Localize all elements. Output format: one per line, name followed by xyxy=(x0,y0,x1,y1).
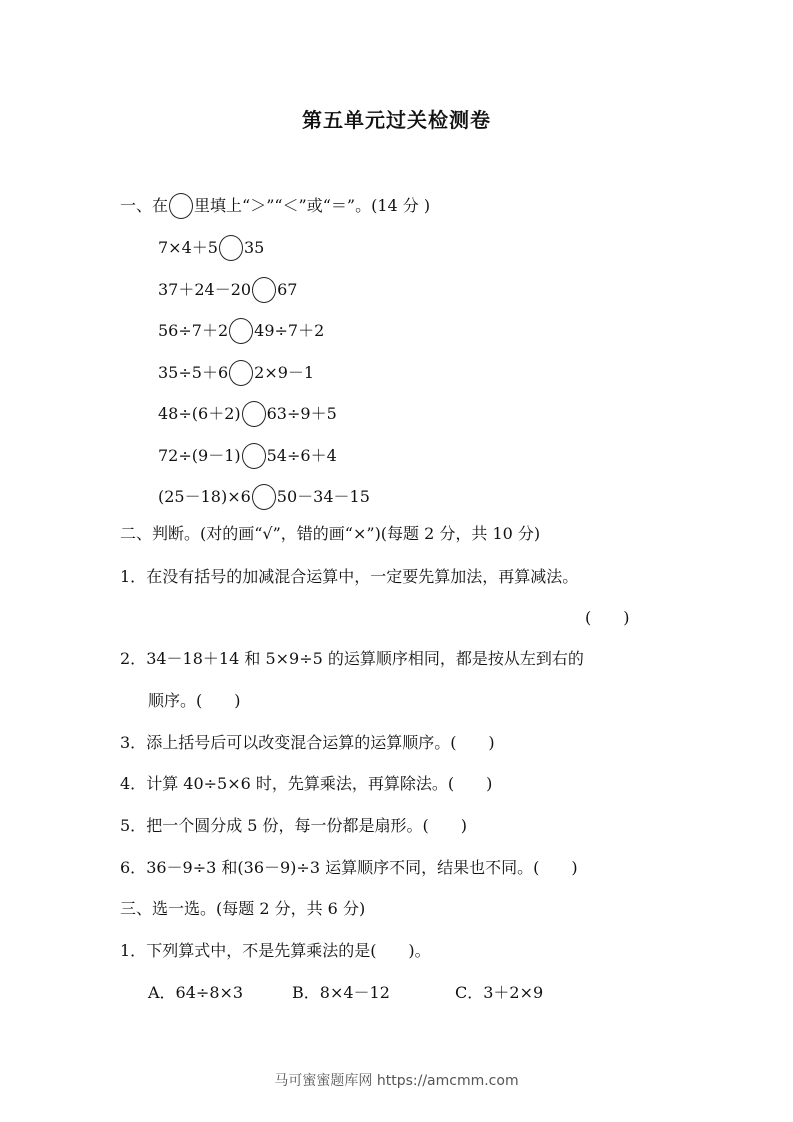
comparison-left: 7×4＋5 xyxy=(158,238,218,257)
answer-circle-icon xyxy=(169,193,193,219)
answer-circle[interactable] xyxy=(252,277,276,303)
answer-circle[interactable] xyxy=(242,443,266,469)
page-title: 第五单元过关检测卷 xyxy=(302,108,491,132)
section1-header-post: 里填上“＞”“＜”或“＝”。(14 分 ) xyxy=(194,196,431,215)
judge-question-2 xyxy=(120,648,584,670)
comparison-right: 50－34－15 xyxy=(276,487,370,506)
comparison-left: 37＋24－20 xyxy=(158,280,252,299)
comparison-item xyxy=(158,360,314,386)
question-text: 下列算式中，不是先算乘法的是( )。 xyxy=(146,941,431,960)
answer-circle[interactable] xyxy=(219,235,243,261)
answer-circle[interactable] xyxy=(242,401,266,427)
answer-circle[interactable] xyxy=(252,484,276,510)
section1-header-pre: 一、在 xyxy=(120,196,169,215)
comparison-left: 72÷(9－1) xyxy=(158,446,241,465)
comparison-right: 49÷7＋2 xyxy=(254,321,325,340)
question-number: 3． xyxy=(120,733,147,752)
question-text: 36－9÷3 和(36－9)÷3 运算顺序不同，结果也不同。( ) xyxy=(146,858,578,877)
option-c[interactable]: C．3＋2×9 xyxy=(455,983,544,1002)
answer-blank[interactable]: ( ) xyxy=(585,608,630,627)
question-number: 2． xyxy=(120,649,147,668)
comparison-right: 2×9－1 xyxy=(254,363,315,382)
comparison-right: 54÷6＋4 xyxy=(266,446,337,465)
comparison-left: (25－18)×6 xyxy=(158,487,251,506)
option-b[interactable]: B．8×4－12 xyxy=(292,983,390,1002)
judge-question-4 xyxy=(120,773,492,795)
judge-question-6 xyxy=(120,857,578,879)
question-number: 1． xyxy=(120,567,147,586)
question-number: 4． xyxy=(120,774,147,793)
answer-circle[interactable] xyxy=(229,360,253,386)
comparison-left: 35÷5＋6 xyxy=(158,363,229,382)
question-number: 1． xyxy=(120,941,147,960)
section1-header xyxy=(120,193,430,219)
question-text: 把一个圆分成 5 份，每一份都是扇形。( ) xyxy=(146,816,468,835)
question-text: 添上括号后可以改变混合运算的运算顺序。( ) xyxy=(146,733,495,752)
question-text: 在没有括号的加减混合运算中，一定要先算加法，再算减法。 xyxy=(146,567,579,586)
question-text-continued: 顺序。( ) xyxy=(148,691,241,710)
comparison-item xyxy=(158,277,297,303)
comparison-item xyxy=(158,443,337,469)
question-number: 5． xyxy=(120,816,147,835)
comparison-right: 63÷9＋5 xyxy=(266,404,337,423)
answer-circle[interactable] xyxy=(229,318,253,344)
judge-question-3 xyxy=(120,732,495,754)
judge-question-5 xyxy=(120,815,467,837)
option-a[interactable]: A．64÷8×3 xyxy=(148,983,244,1002)
comparison-left: 48÷(6＋2) xyxy=(158,404,241,423)
question-text: 34－18＋14 和 5×9÷5 的运算顺序相同，都是按从左到右的 xyxy=(146,649,584,668)
section3-header: 三、选一选。(每题 2 分，共 6 分) xyxy=(120,899,366,918)
section2-header: 二、判断。(对的画“√”，错的画“×”)(每题 2 分，共 10 分) xyxy=(120,524,541,543)
comparison-item xyxy=(158,318,324,344)
question-text: 计算 40÷5×6 时，先算乘法，再算除法。( ) xyxy=(146,774,493,793)
comparison-item xyxy=(158,484,370,510)
comparison-right: 35 xyxy=(243,238,265,257)
choice-question-1 xyxy=(120,940,431,962)
comparison-right: 67 xyxy=(277,280,298,299)
question-number: 6． xyxy=(120,858,147,877)
comparison-item xyxy=(158,401,337,427)
comparison-left: 56÷7＋2 xyxy=(158,321,229,340)
judge-question-1 xyxy=(120,566,578,588)
footer-watermark: 马可蜜蜜题库网 https://amcmm.com xyxy=(274,1073,519,1089)
comparison-item xyxy=(158,235,264,261)
